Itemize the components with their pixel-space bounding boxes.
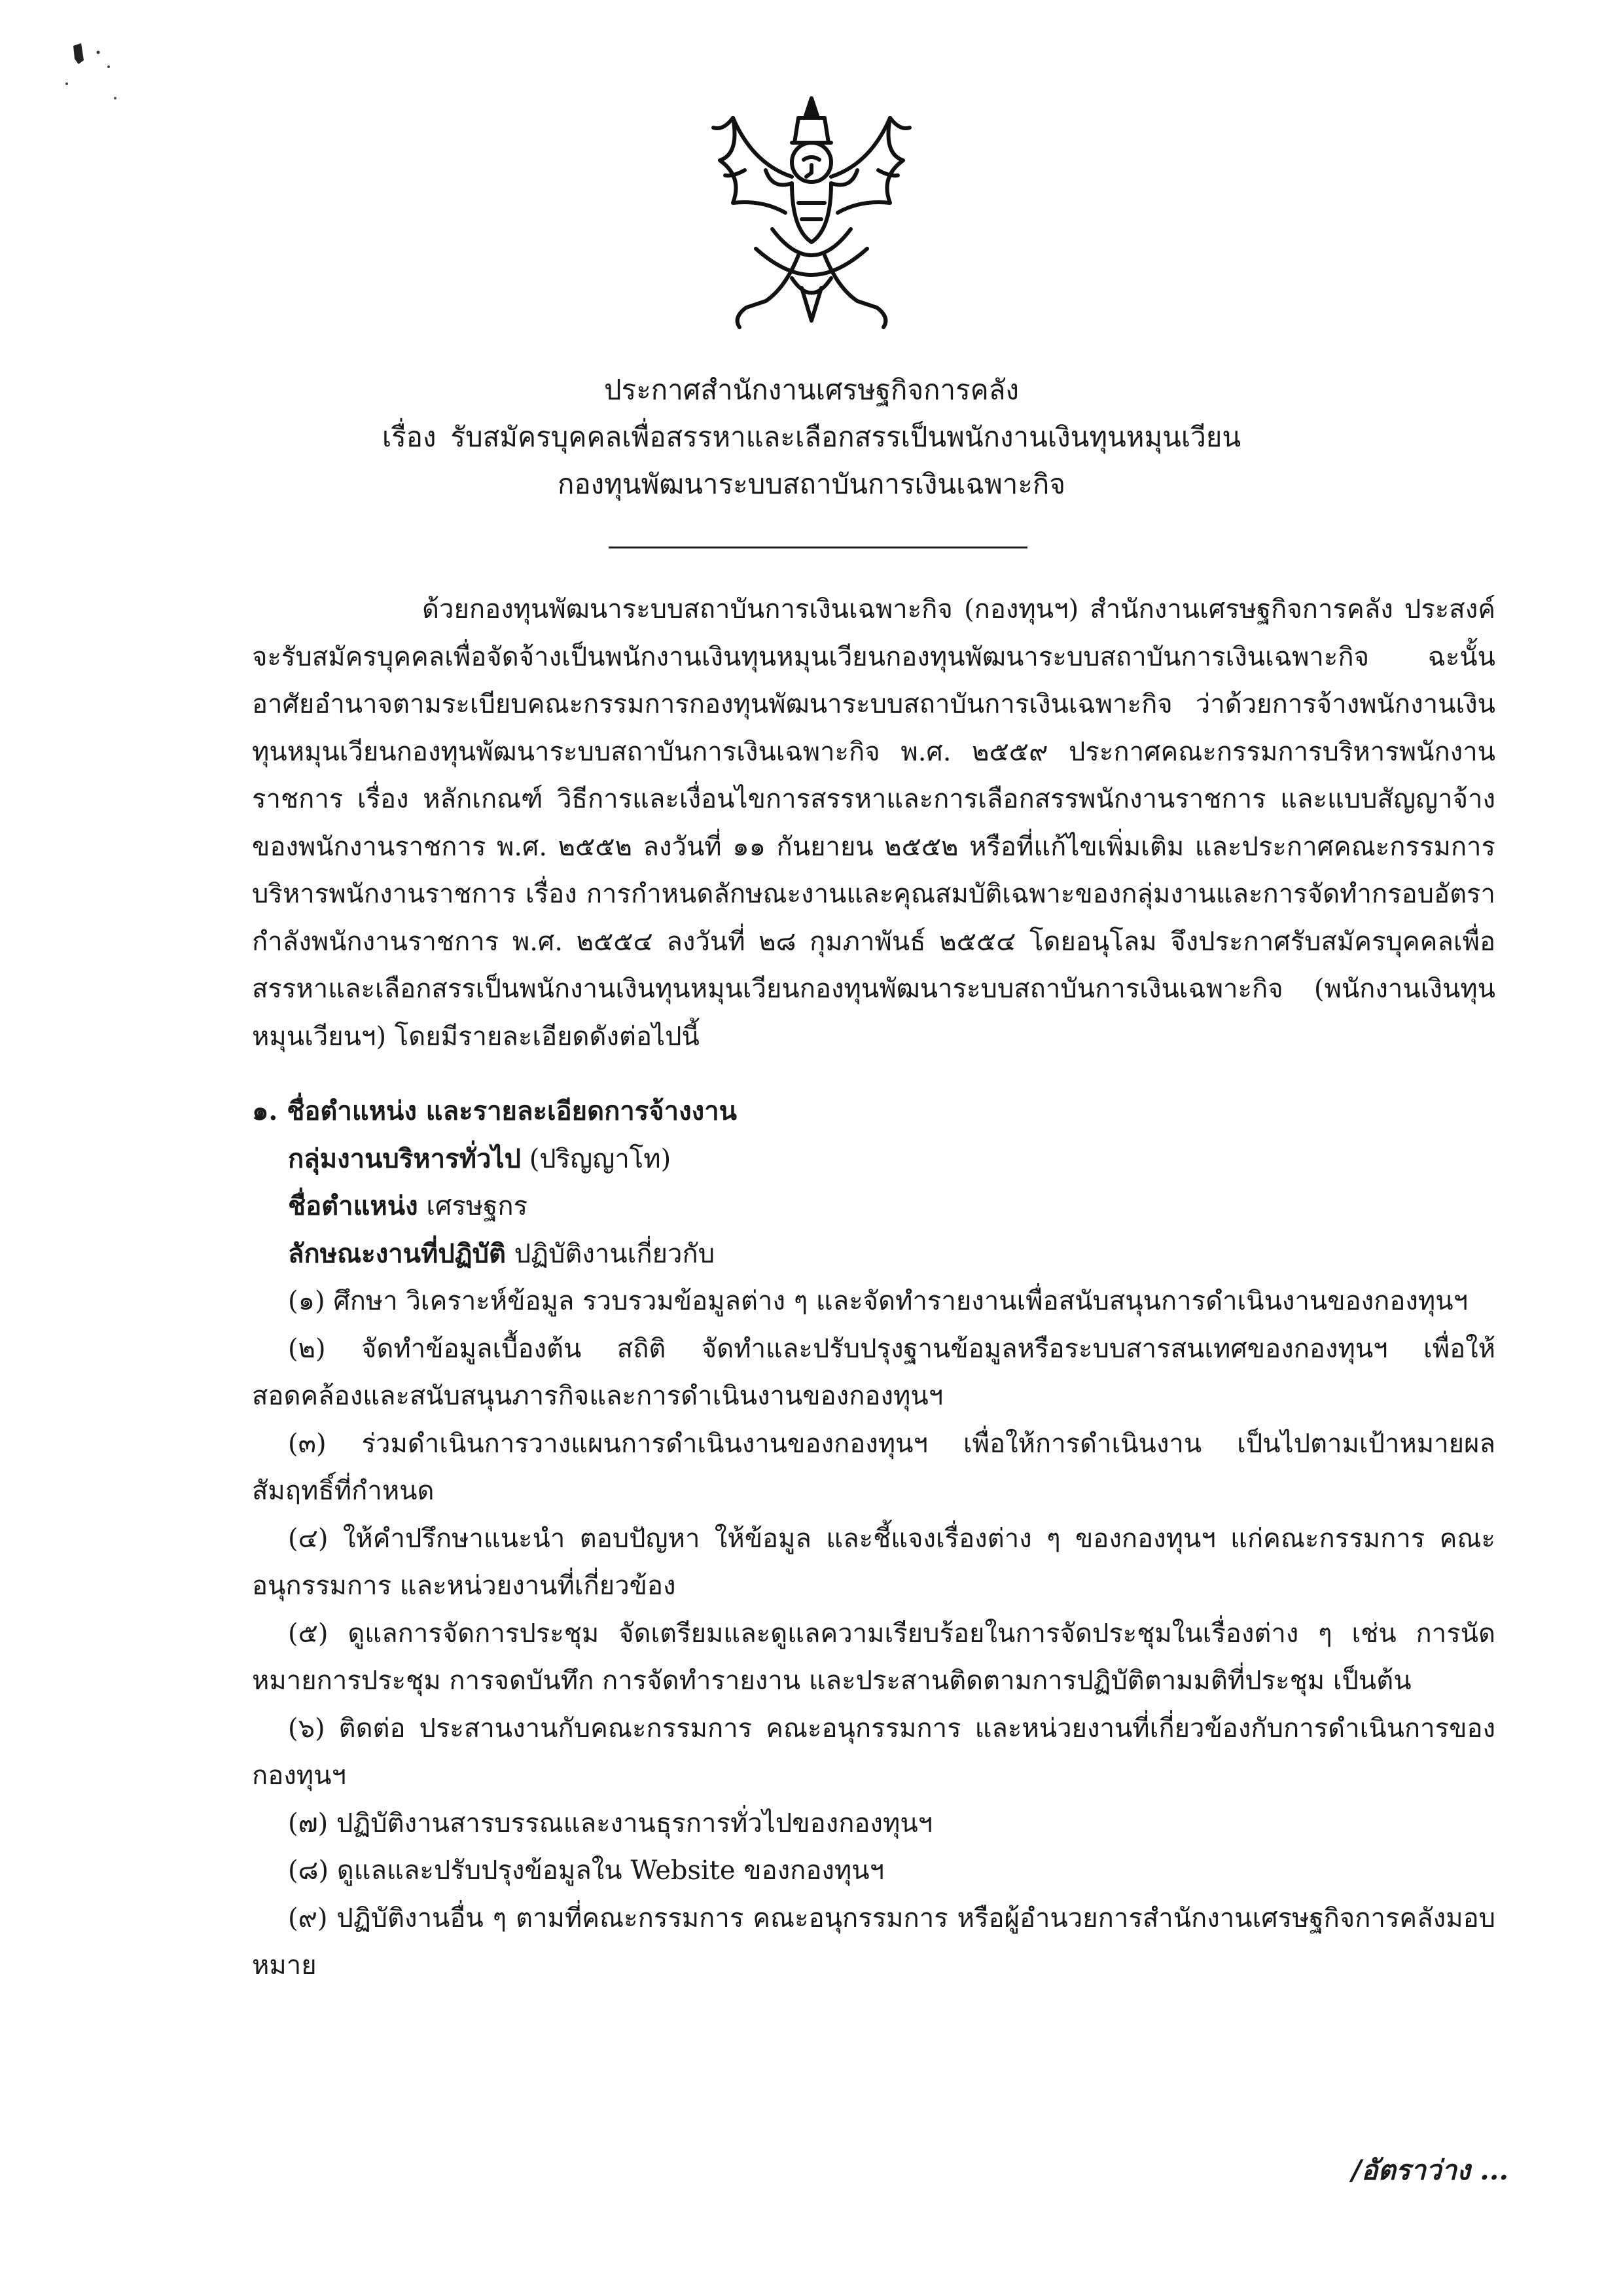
- announcement-title: ประกาศสำนักงานเศรษฐกิจการคลัง: [604, 374, 1019, 406]
- document-header: [196, 367, 1427, 508]
- header-divider: [609, 547, 1027, 548]
- section-1-title: ๑. ชื่อตำแหน่ง และรายละเอียดการจ้างงาน: [252, 1096, 737, 1126]
- position-value: เศรษฐกร: [426, 1191, 528, 1221]
- duty-line: [252, 1230, 1495, 1278]
- duty-item: (๔) ให้คำปรึกษาแนะนำ ตอบปัญหา ให้ข้อมูล และชี้แจงเรื่องต่าง ๆ ของกองทุนฯ แก่คณะกรรมการ คณะอนุกรรมการ และหน่วยงานที่เกี่ยวข้อง: [252, 1523, 1495, 1601]
- duty-label: ลักษณะงานที่ปฏิบัติ: [288, 1238, 507, 1269]
- duty-item: (๑) ศึกษา วิเคราะห์ข้อมูล รวบรวมข้อมูลต่าง ๆ และจัดทำรายงานเพื่อสนับสนุนการดำเนินงานของกองทุนฯ: [288, 1286, 1469, 1316]
- garuda-emblem-icon: [694, 92, 929, 334]
- position-label: ชื่อตำแหน่ง: [288, 1191, 418, 1221]
- subject-text: รับสมัครบุคคลเพื่อสรรหาและเลือกสรรเป็นพนักงานเงินทุนหมุนเวียน: [450, 421, 1241, 453]
- subject-label: เรื่อง: [382, 421, 437, 453]
- job-group-label: กลุ่มงานบริหารทั่วไป: [288, 1143, 521, 1174]
- duty-item: (๘) ดูแลและปรับปรุงข้อมูลใน Website ของกองทุนฯ: [288, 1856, 885, 1886]
- document-body: [252, 586, 1495, 1990]
- scan-specks: [52, 26, 144, 105]
- continuation-marker: /อัตราว่าง ...: [1351, 2154, 1508, 2186]
- position-line: [252, 1183, 1495, 1230]
- subject-line-2: กองทุนพัฒนาระบบสถาบันการเงินเฉพาะกิจ: [558, 468, 1065, 500]
- duty-item: (๖) ติดต่อ ประสานงานกับคณะกรรมการ คณะอนุกรรมการ และหน่วยงานที่เกี่ยวข้องกับการดำเนินการของกองทุนฯ: [252, 1713, 1495, 1791]
- duty-item: (๒) จัดทำข้อมูลเบื้องต้น สถิติ จัดทำและปรับปรุงฐานข้อมูลหรือระบบสารสนเทศของกองทุนฯ เพื่อให้สอดคล้องและสนับสนุนภารกิจและการดำเนินงานของกองทุนฯ: [252, 1333, 1495, 1411]
- duty-item: (๗) ปฏิบัติงานสารบรรณและงานธุรการทั่วไปของกองทุนฯ: [288, 1808, 933, 1839]
- job-group-value: (ปริญญาโท): [529, 1143, 671, 1174]
- duty-item: (๓) ร่วมดำเนินการวางแผนการดำเนินงานของกองทุนฯ เพื่อให้การดำเนินงาน เป็นไปตามเป้าหมายผลสัมฤทธิ์ที่กำหนด: [252, 1428, 1495, 1506]
- duty-item: (๕) ดูแลการจัดการประชุม จัดเตรียมและดูแลความเรียบร้อยในการจัดประชุมในเรื่องต่าง ๆ เช่น การนัดหมายการประชุม การจดบันทึก การจัดทำรายงาน และประสานติดตามการปฏิบัติตามมติที่ประชุม เป็นต้น: [252, 1618, 1495, 1696]
- duty-value: ปฏิบัติงานเกี่ยวกับ: [514, 1238, 715, 1269]
- intro-paragraph: ด้วยกองทุนพัฒนาระบบสถาบันการเงินเฉพาะกิจ (กองทุนฯ) สำนักงานเศรษฐกิจการคลัง ประสงค์จะรับสมัครบุคคลเพื่อจัดจ้างเป็นพนักงานเงินทุนหมุนเวียนกองทุนพัฒนาระบบสถาบันการเงินเฉพาะกิจ ฉะนั้น อาศัยอำนาจตามระเบียบคณะกรรมการกองทุนพัฒนาระบบสถาบันการเงินเฉพาะกิจ ว่าด้วยการจ้างพนักงานเงินทุนหมุนเวียนกองทุนพัฒนาระบบสถาบันการเงินเฉพาะกิจ พ.ศ. ๒๕๕๙ ประกาศคณะกรรมการบริหารพนักงานราชการ เรื่อง หลักเกณฑ์ วิธีการและเงื่อนไขการสรรหาและการเลือกสรรพนักงานราชการ และแบบสัญญาจ้างของพนักงานราชการ พ.ศ. ๒๕๕๒ ลงวันที่ ๑๑ กันยายน ๒๕๕๒ หรือที่แก้ไขเพิ่มเติม และประกาศคณะกรรมการบริหารพนักงานราชการ เรื่อง การกำหนดลักษณะงานและคุณสมบัติเฉพาะของกลุ่มงานและการจัดทำกรอบอัตรากำลังพนักงานราชการ พ.ศ. ๒๕๕๔ ลงวันที่ ๒๘ กุมภาพันธ์ ๒๕๕๔ โดยอนุโลม จึงประกาศรับสมัครบุคคลเพื่อสรรหาและเลือกสรรเป็นพนักงานเงินทุนหมุนเวียนกองทุนพัฒนาระบบสถาบันการเงินเฉพาะกิจ (พนักงานเงินทุนหมุนเวียนฯ) โดยมีรายละเอียดดังต่อไปนี้: [252, 594, 1495, 1052]
- subject-line: [196, 414, 1427, 461]
- duty-item: (๙) ปฏิบัติงานอื่น ๆ ตามที่คณะกรรมการ คณะอนุกรรมการ หรือผู้อำนวยการสำนักงานเศรษฐกิจการคลังมอบหมาย: [252, 1903, 1495, 1981]
- job-group-line: [252, 1136, 1495, 1183]
- section-spacer: [252, 1060, 1495, 1088]
